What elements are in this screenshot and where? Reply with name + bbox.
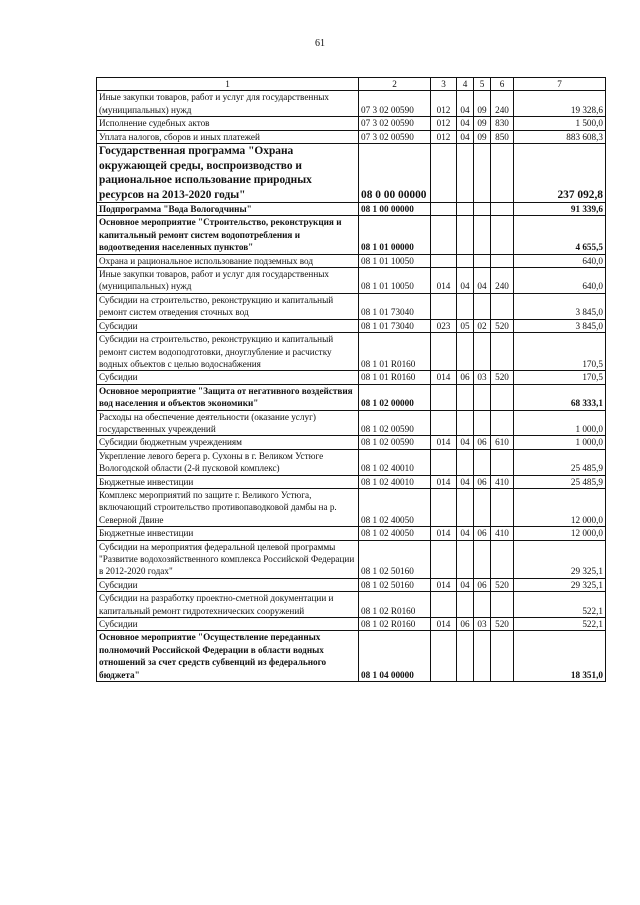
expense-type-code: 520 xyxy=(491,618,514,631)
target-article-code: 08 1 02 50160 xyxy=(359,540,431,578)
section-code xyxy=(457,144,474,203)
section-code xyxy=(457,333,474,371)
subsection-code: 04 xyxy=(474,268,491,294)
expense-type-code xyxy=(491,254,514,267)
item-name: Бюджетные инвестиции xyxy=(97,527,359,540)
expense-type-code: 830 xyxy=(491,117,514,130)
expense-type-code: 240 xyxy=(491,268,514,294)
subsection-code xyxy=(474,540,491,578)
table-row xyxy=(97,268,606,294)
target-article-code: 08 1 00 00000 xyxy=(359,203,431,216)
expense-type-code xyxy=(491,384,514,410)
section-code: 04 xyxy=(457,91,474,117)
table-row xyxy=(97,527,606,540)
table-row xyxy=(97,410,606,436)
ministry-code xyxy=(431,144,457,203)
header-cell: 6 xyxy=(491,78,514,91)
target-article-code: 08 1 02 00590 xyxy=(359,410,431,436)
table-row xyxy=(97,540,606,578)
subsection-code: 06 xyxy=(474,436,491,449)
ministry-code: 014 xyxy=(431,578,457,591)
section-code: 06 xyxy=(457,371,474,384)
table-row xyxy=(97,293,606,319)
item-name: Подпрограмма "Вода Вологодчины" xyxy=(97,203,359,216)
target-article-code: 08 1 01 00000 xyxy=(359,216,431,254)
amount: 12 000,0 xyxy=(514,488,606,526)
table-row xyxy=(97,578,606,591)
ministry-code: 014 xyxy=(431,475,457,488)
subsection-code: 06 xyxy=(474,475,491,488)
ministry-code xyxy=(431,410,457,436)
section-code xyxy=(457,293,474,319)
item-name: Субсидии xyxy=(97,578,359,591)
subsection-code xyxy=(474,631,491,682)
amount: 29 325,1 xyxy=(514,578,606,591)
section-code: 05 xyxy=(457,319,474,332)
header-cell: 2 xyxy=(359,78,431,91)
expense-type-code xyxy=(491,293,514,319)
ministry-code: 012 xyxy=(431,91,457,117)
amount: 170,5 xyxy=(514,371,606,384)
item-name: Государственная программа "Охрана окружающей среды, воспроизводство и рациональное использование природных ресурсов на 2013-2020 годы" xyxy=(97,144,359,203)
target-article-code: 08 1 02 40050 xyxy=(359,527,431,540)
expense-type-code xyxy=(491,488,514,526)
target-article-code: 08 1 02 00590 xyxy=(359,436,431,449)
section-code: 04 xyxy=(457,268,474,294)
item-name: Субсидии на строительство, реконструкцию и капитальный ремонт систем водоподготовки, дноуглубление и расчистку водных объектов с целью водоснабжения xyxy=(97,333,359,371)
expense-type-code xyxy=(491,216,514,254)
ministry-code: 014 xyxy=(431,527,457,540)
table-row xyxy=(97,475,606,488)
section-code: 04 xyxy=(457,130,474,143)
item-name: Уплата налогов, сборов и иных платежей xyxy=(97,130,359,143)
item-name: Расходы на обеспечение деятельности (оказание услуг) государственных учреждений xyxy=(97,410,359,436)
ministry-code xyxy=(431,488,457,526)
amount: 4 655,5 xyxy=(514,216,606,254)
amount: 19 328,6 xyxy=(514,91,606,117)
table-row xyxy=(97,91,606,117)
subsection-code xyxy=(474,488,491,526)
ministry-code xyxy=(431,631,457,682)
amount: 1 000,0 xyxy=(514,410,606,436)
amount: 640,0 xyxy=(514,268,606,294)
section-code: 04 xyxy=(457,578,474,591)
expense-type-code: 610 xyxy=(491,436,514,449)
table-row xyxy=(97,384,606,410)
table-body xyxy=(97,91,606,682)
amount: 1 000,0 xyxy=(514,436,606,449)
item-name: Субсидии бюджетным учреждениям xyxy=(97,436,359,449)
ministry-code xyxy=(431,216,457,254)
ministry-code xyxy=(431,254,457,267)
header-cell: 7 xyxy=(514,78,606,91)
target-article-code: 08 1 02 00000 xyxy=(359,384,431,410)
target-article-code: 07 3 02 00590 xyxy=(359,117,431,130)
item-name: Иные закупки товаров, работ и услуг для государственных (муниципальных) нужд xyxy=(97,268,359,294)
ministry-code: 014 xyxy=(431,618,457,631)
subsection-code xyxy=(474,333,491,371)
expense-type-code xyxy=(491,203,514,216)
expense-type-code: 850 xyxy=(491,130,514,143)
expense-type-code xyxy=(491,144,514,203)
target-article-code: 08 1 02 40050 xyxy=(359,488,431,526)
subsection-code xyxy=(474,293,491,319)
target-article-code: 08 1 01 R0160 xyxy=(359,333,431,371)
header-cell: 3 xyxy=(431,78,457,91)
subsection-code xyxy=(474,203,491,216)
subsection-code xyxy=(474,144,491,203)
header-cell: 1 xyxy=(97,78,359,91)
section-code xyxy=(457,592,474,618)
expense-type-code: 520 xyxy=(491,578,514,591)
target-article-code: 08 1 01 10050 xyxy=(359,268,431,294)
ministry-code: 014 xyxy=(431,268,457,294)
table-row xyxy=(97,371,606,384)
amount: 522,1 xyxy=(514,592,606,618)
item-name: Комплекс мероприятий по защите г. Великого Устюга, включающий строительство противопаводковой дамбы на р. Северной Двине xyxy=(97,488,359,526)
subsection-code xyxy=(474,384,491,410)
table-row xyxy=(97,216,606,254)
ministry-code xyxy=(431,592,457,618)
amount: 3 845,0 xyxy=(514,293,606,319)
header-cell: 5 xyxy=(474,78,491,91)
section-code xyxy=(457,540,474,578)
target-article-code: 08 1 02 R0160 xyxy=(359,592,431,618)
section-code xyxy=(457,203,474,216)
ministry-code xyxy=(431,293,457,319)
amount: 3 845,0 xyxy=(514,319,606,332)
target-article-code: 08 1 01 73040 xyxy=(359,293,431,319)
amount: 25 485,9 xyxy=(514,449,606,475)
target-article-code: 08 1 02 50160 xyxy=(359,578,431,591)
table-row xyxy=(97,488,606,526)
item-name: Основное мероприятие "Осуществление переданных полномочий Российской Федерации в области водных отношений за счет средств субвенций из федерального бюджета" xyxy=(97,631,359,682)
section-code xyxy=(457,254,474,267)
expense-type-code: 410 xyxy=(491,527,514,540)
table-row xyxy=(97,130,606,143)
section-code xyxy=(457,488,474,526)
subsection-code: 09 xyxy=(474,117,491,130)
item-name: Основное мероприятие "Защита от негативного воздействия вод населения и объектов экономики" xyxy=(97,384,359,410)
table-row xyxy=(97,436,606,449)
table-row xyxy=(97,319,606,332)
item-name: Субсидии на строительство, реконструкцию и капитальный ремонт систем отведения сточных вод xyxy=(97,293,359,319)
target-article-code: 08 0 00 00000 xyxy=(359,144,431,203)
subsection-code xyxy=(474,254,491,267)
subsection-code: 06 xyxy=(474,527,491,540)
page-number: 61 xyxy=(315,38,325,49)
ministry-code xyxy=(431,540,457,578)
amount: 883 608,3 xyxy=(514,130,606,143)
subsection-code xyxy=(474,216,491,254)
expense-type-code: 520 xyxy=(491,371,514,384)
item-name: Исполнение судебных актов xyxy=(97,117,359,130)
expense-type-code xyxy=(491,333,514,371)
section-code: 04 xyxy=(457,117,474,130)
subsection-code: 03 xyxy=(474,618,491,631)
section-code: 04 xyxy=(457,475,474,488)
item-name: Охрана и рациональное использование подземных вод xyxy=(97,254,359,267)
amount: 18 351,0 xyxy=(514,631,606,682)
item-name: Субсидии на разработку проектно-сметной документации и капитальный ремонт гидротехнических сооружений xyxy=(97,592,359,618)
table-row xyxy=(97,144,606,203)
expense-type-code xyxy=(491,410,514,436)
subsection-code: 03 xyxy=(474,371,491,384)
target-article-code: 08 1 01 10050 xyxy=(359,254,431,267)
table-row xyxy=(97,254,606,267)
section-code xyxy=(457,216,474,254)
subsection-code xyxy=(474,592,491,618)
target-article-code: 08 1 01 73040 xyxy=(359,319,431,332)
expense-type-code xyxy=(491,631,514,682)
expense-type-code: 410 xyxy=(491,475,514,488)
ministry-code: 014 xyxy=(431,371,457,384)
expense-type-code xyxy=(491,592,514,618)
amount: 170,5 xyxy=(514,333,606,371)
item-name: Укрепление левого берега р. Сухоны в г. Великом Устюге Вологодской области (2-й пусковой комплекс) xyxy=(97,449,359,475)
subsection-code xyxy=(474,410,491,436)
item-name: Субсидии xyxy=(97,618,359,631)
subsection-code: 09 xyxy=(474,130,491,143)
ministry-code xyxy=(431,203,457,216)
section-code xyxy=(457,384,474,410)
table-row xyxy=(97,592,606,618)
ministry-code: 012 xyxy=(431,130,457,143)
subsection-code xyxy=(474,449,491,475)
header-cell: 4 xyxy=(457,78,474,91)
item-name: Основное мероприятие "Строительство, реконструкция и капитальный ремонт систем водопотребления и водоотведения населенных пунктов" xyxy=(97,216,359,254)
expense-type-code: 240 xyxy=(491,91,514,117)
table-row xyxy=(97,631,606,682)
target-article-code: 07 3 02 00590 xyxy=(359,91,431,117)
amount: 522,1 xyxy=(514,618,606,631)
item-name: Иные закупки товаров, работ и услуг для государственных (муниципальных) нужд xyxy=(97,91,359,117)
ministry-code: 012 xyxy=(431,117,457,130)
table-row xyxy=(97,449,606,475)
amount: 68 333,1 xyxy=(514,384,606,410)
subsection-code: 09 xyxy=(474,91,491,117)
amount: 237 092,8 xyxy=(514,144,606,203)
header-row xyxy=(97,78,606,91)
section-code xyxy=(457,449,474,475)
amount: 29 325,1 xyxy=(514,540,606,578)
target-article-code: 08 1 02 40010 xyxy=(359,475,431,488)
target-article-code: 08 1 04 00000 xyxy=(359,631,431,682)
subsection-code: 06 xyxy=(474,578,491,591)
item-name: Бюджетные инвестиции xyxy=(97,475,359,488)
amount: 12 000,0 xyxy=(514,527,606,540)
target-article-code: 08 1 01 R0160 xyxy=(359,371,431,384)
amount: 1 500,0 xyxy=(514,117,606,130)
ministry-code xyxy=(431,384,457,410)
target-article-code: 08 1 02 R0160 xyxy=(359,618,431,631)
table-row xyxy=(97,117,606,130)
expense-type-code xyxy=(491,449,514,475)
section-code: 04 xyxy=(457,527,474,540)
target-article-code: 08 1 02 40010 xyxy=(359,449,431,475)
budget-table xyxy=(96,77,606,682)
table-row xyxy=(97,203,606,216)
item-name: Субсидии xyxy=(97,319,359,332)
item-name: Субсидии xyxy=(97,371,359,384)
target-article-code: 07 3 02 00590 xyxy=(359,130,431,143)
ministry-code: 023 xyxy=(431,319,457,332)
ministry-code xyxy=(431,449,457,475)
amount: 640,0 xyxy=(514,254,606,267)
section-code xyxy=(457,631,474,682)
ministry-code xyxy=(431,333,457,371)
ministry-code: 014 xyxy=(431,436,457,449)
item-name: Субсидии на мероприятия федеральной целевой программы "Развитие водохозяйственного комплекса Российской Федерации в 2012-2020 годах" xyxy=(97,540,359,578)
amount: 25 485,9 xyxy=(514,475,606,488)
amount: 91 339,6 xyxy=(514,203,606,216)
table-row xyxy=(97,333,606,371)
table-row xyxy=(97,618,606,631)
expense-type-code: 520 xyxy=(491,319,514,332)
section-code: 04 xyxy=(457,436,474,449)
expense-type-code xyxy=(491,540,514,578)
section-code xyxy=(457,410,474,436)
section-code: 06 xyxy=(457,618,474,631)
subsection-code: 02 xyxy=(474,319,491,332)
